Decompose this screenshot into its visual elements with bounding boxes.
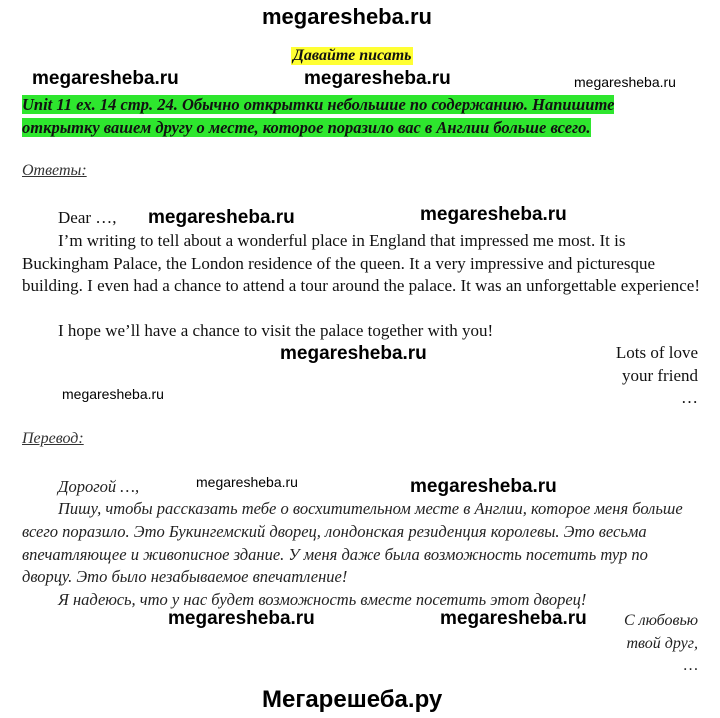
translation-signature-line-3: … xyxy=(683,657,698,674)
watermark: megaresheba.ru xyxy=(574,74,676,90)
watermark-top: megaresheba.ru xyxy=(262,4,432,29)
translation-paragraph-1 xyxy=(22,498,702,589)
translation-p2-text: Я надеюсь, что у нас будет возможность вместе посетить этот дворец! xyxy=(58,590,587,609)
task-line-2: открытку вашем другу о месте, которое поразило вас в Англии больше всего. xyxy=(22,118,591,137)
task-text xyxy=(22,93,702,139)
answer-signature xyxy=(616,342,698,410)
translation-paragraph-2 xyxy=(22,589,702,612)
watermark: megaresheba.ru xyxy=(410,476,557,497)
answer-paragraph-2 xyxy=(22,320,702,343)
watermark: megaresheba.ru xyxy=(168,608,315,629)
greeting-text: Dear …, xyxy=(58,208,117,227)
translation-signature-line-2: твой друг, xyxy=(626,634,698,652)
answer-greeting xyxy=(22,207,702,230)
watermark: megaresheba.ru xyxy=(280,343,427,364)
answer-p1-text: I’m writing to tell about a wonderful place in England that impressed me most. It is Buckingham Palace, the London residence of the queen. It a very impressive and picturesque building. I even had a chance to attend a tour around the palace. It was an unforgettable experience! xyxy=(22,231,700,295)
signature-line-2: your friend xyxy=(621,365,698,385)
answer-paragraph-1 xyxy=(22,230,702,298)
watermark: megaresheba.ru xyxy=(196,474,298,490)
answer-p2-text: I hope we’ll have a chance to visit the palace together with you! xyxy=(58,321,494,340)
answers-label: Ответы: xyxy=(22,162,87,179)
translation-label: Перевод: xyxy=(22,430,84,447)
watermark: megaresheba.ru xyxy=(62,386,164,402)
translation-signature-line-1: С любовью xyxy=(623,612,698,629)
watermark: megaresheba.ru xyxy=(32,68,179,89)
watermark: megaresheba.ru xyxy=(440,608,587,629)
watermark: megaresheba.ru xyxy=(148,207,295,228)
translation-greeting-text: Дорогой …, xyxy=(58,477,140,496)
signature-line-1: Lots of love xyxy=(615,343,698,362)
signature-line-3: … xyxy=(681,388,698,407)
section-title: Давайте писать xyxy=(293,47,412,64)
task-line-1: Unit 11 ex. 14 стр. 24. Обычно открытки небольшие по содержанию. Напишите xyxy=(22,95,615,114)
watermark: megaresheba.ru xyxy=(420,204,567,225)
translation-p1-text: Пишу, чтобы рассказать тебе о восхитительном месте в Англии, которое меня больше всего поразило. Это Букингемский дворец, лондонская резиденция королевы. Это весьма впечатляющее и живописное здание. У меня даже была возможность посетить тур по дворцу. Это было незабываемое впечатление! xyxy=(22,499,683,587)
translation-signature xyxy=(624,610,698,678)
watermark: megaresheba.ru xyxy=(304,68,451,89)
translation-greeting xyxy=(22,476,702,499)
watermark-bottom: Мегарешеба.ру xyxy=(262,686,443,713)
